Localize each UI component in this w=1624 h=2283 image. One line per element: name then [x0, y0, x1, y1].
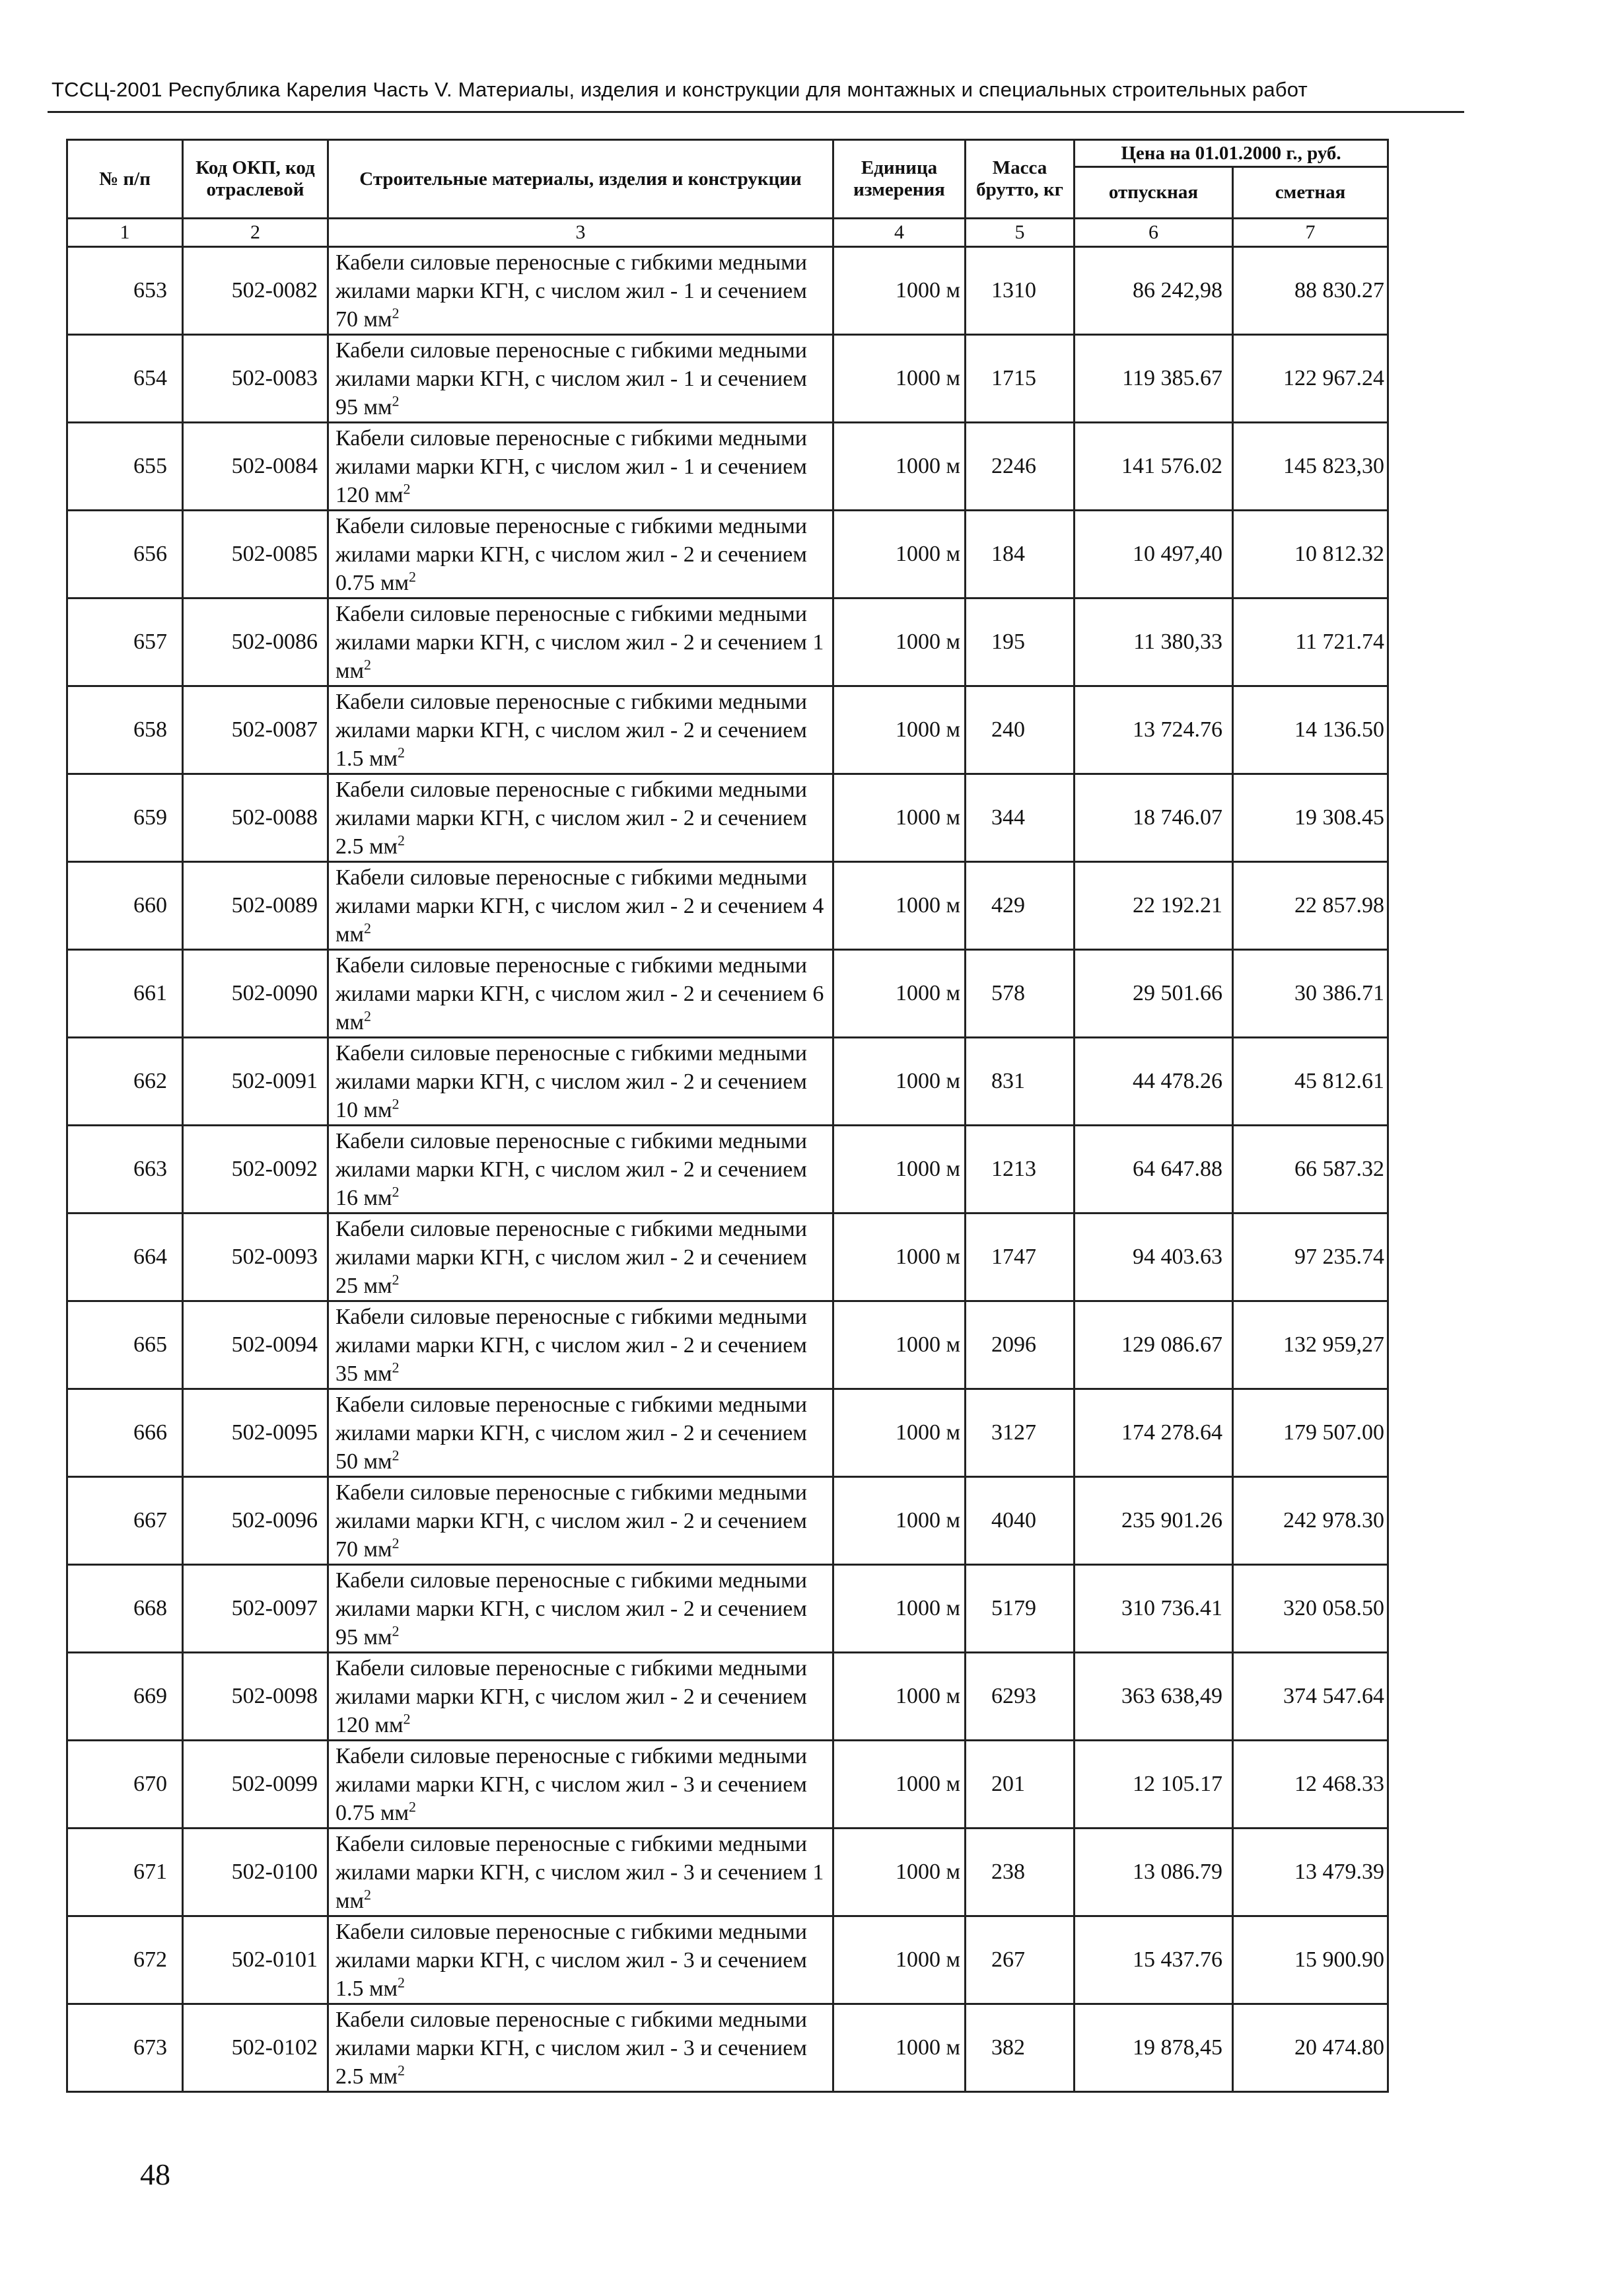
square-superscript: 2 [398, 1974, 406, 1991]
mass-cell: 6293 [966, 1653, 1075, 1741]
square-superscript: 2 [392, 305, 400, 322]
row-number: 673 [67, 2004, 183, 2092]
table-row [67, 862, 1388, 950]
unit-cell: 1000 м [833, 1916, 966, 2004]
estimate-price-cell: 19 308.45 [1233, 774, 1388, 862]
table-row [67, 511, 1388, 598]
header-price-estimate: сметная [1233, 167, 1388, 219]
unit-cell: 1000 м [833, 247, 966, 335]
mass-cell: 344 [966, 774, 1075, 862]
column-numbers-row [67, 219, 1388, 247]
okp-code: 502-0090 [183, 950, 328, 1038]
description-text: Кабели силовые переносные с гибкими медными жилами марки КГН, с числом жил - 3 и сечением 1 мм [335, 1831, 824, 1913]
header-price-group: Цена на 01.01.2000 г., руб. [1075, 140, 1388, 167]
release-price-cell: 64 647.88 [1075, 1126, 1233, 1214]
table-row [67, 1916, 1388, 2004]
unit-cell: 1000 м [833, 598, 966, 686]
description-text: Кабели силовые переносные с гибкими медными жилами марки КГН, с числом жил - 2 и сечением 16 мм [335, 1128, 807, 1210]
square-superscript: 2 [409, 568, 417, 585]
square-superscript: 2 [392, 1622, 400, 1640]
table-row [67, 1126, 1388, 1214]
unit-cell: 1000 м [833, 1126, 966, 1214]
unit-cell: 1000 м [833, 1829, 966, 1916]
mass-cell: 240 [966, 686, 1075, 774]
header-unit: Единица измерения [833, 140, 966, 219]
estimate-price-cell: 145 823,30 [1233, 423, 1388, 511]
square-superscript: 2 [364, 1007, 372, 1025]
material-description [328, 2004, 833, 2092]
document-header: ТССЦ-2001 Республика Карелия Часть V. Материалы, изделия и конструкции для монтажных и специальных строительных работ [52, 78, 1308, 101]
release-price-cell: 86 242,98 [1075, 247, 1233, 335]
release-price-cell: 141 576.02 [1075, 423, 1233, 511]
mass-cell: 831 [966, 1038, 1075, 1126]
estimate-price-cell: 122 967.24 [1233, 335, 1388, 423]
row-number: 667 [67, 1477, 183, 1565]
description-text: Кабели силовые переносные с гибкими медными жилами марки КГН, с числом жил - 2 и сечением 10 мм [335, 1040, 807, 1122]
description-text: Кабели силовые переносные с гибкими медными жилами марки КГН, с числом жил - 2 и сечением 35 мм [335, 1304, 807, 1386]
release-price-cell: 13 724.76 [1075, 686, 1233, 774]
material-description [328, 511, 833, 598]
square-superscript: 2 [403, 480, 411, 497]
column-number: 2 [183, 219, 328, 247]
unit-cell: 1000 м [833, 335, 966, 423]
mass-cell: 1747 [966, 1214, 1075, 1301]
material-description [328, 423, 833, 511]
release-price-cell: 22 192.21 [1075, 862, 1233, 950]
table-row [67, 423, 1388, 511]
table-row [67, 335, 1388, 423]
unit-cell: 1000 м [833, 1477, 966, 1565]
material-description [328, 1126, 833, 1214]
square-superscript: 2 [392, 1271, 400, 1288]
row-number: 672 [67, 1916, 183, 2004]
row-number: 657 [67, 598, 183, 686]
unit-cell: 1000 м [833, 862, 966, 950]
table-row [67, 2004, 1388, 2092]
header-code: Код ОКП, код отраслевой [183, 140, 328, 219]
release-price-cell: 18 746.07 [1075, 774, 1233, 862]
row-number: 658 [67, 686, 183, 774]
unit-cell: 1000 м [833, 1301, 966, 1389]
unit-cell: 1000 м [833, 774, 966, 862]
material-description [328, 1916, 833, 2004]
material-description [328, 1038, 833, 1126]
estimate-price-cell: 374 547.64 [1233, 1653, 1388, 1741]
mass-cell: 1715 [966, 335, 1075, 423]
row-number: 659 [67, 774, 183, 862]
description-text: Кабели силовые переносные с гибкими медными жилами марки КГН, с числом жил - 3 и сечением 2.5 мм [335, 2007, 807, 2089]
mass-cell: 1310 [966, 247, 1075, 335]
mass-cell: 429 [966, 862, 1075, 950]
material-description [328, 335, 833, 423]
square-superscript: 2 [403, 1710, 411, 1727]
header-num: № п/п [67, 140, 183, 219]
table-row [67, 247, 1388, 335]
mass-cell: 2096 [966, 1301, 1075, 1389]
estimate-price-cell: 132 959,27 [1233, 1301, 1388, 1389]
unit-cell: 1000 м [833, 423, 966, 511]
unit-cell: 1000 м [833, 1389, 966, 1477]
mass-cell: 195 [966, 598, 1075, 686]
release-price-cell: 235 901.26 [1075, 1477, 1233, 1565]
mass-cell: 382 [966, 2004, 1075, 2092]
material-description [328, 1565, 833, 1653]
material-description [328, 1389, 833, 1477]
estimate-price-cell: 13 479.39 [1233, 1829, 1388, 1916]
column-number: 6 [1075, 219, 1233, 247]
mass-cell: 238 [966, 1829, 1075, 1916]
release-price-cell: 363 638,49 [1075, 1653, 1233, 1741]
description-text: Кабели силовые переносные с гибкими медными жилами марки КГН, с числом жил - 1 и сечением 70 мм [335, 250, 807, 332]
row-number: 660 [67, 862, 183, 950]
table-row [67, 1829, 1388, 1916]
column-number: 3 [328, 219, 833, 247]
material-description [328, 1477, 833, 1565]
header-rule [48, 111, 1464, 113]
table-row [67, 598, 1388, 686]
header-material: Строительные материалы, изделия и конструкции [328, 140, 833, 219]
description-text: Кабели силовые переносные с гибкими медными жилами марки КГН, с числом жил - 3 и сечением 1.5 мм [335, 1919, 807, 2001]
table-row [67, 950, 1388, 1038]
description-text: Кабели силовые переносные с гибкими медными жилами марки КГН, с числом жил - 2 и сечением 6 мм [335, 953, 824, 1034]
okp-code: 502-0087 [183, 686, 328, 774]
square-superscript: 2 [392, 1095, 400, 1112]
square-superscript: 2 [398, 832, 406, 849]
material-description [328, 1214, 833, 1301]
description-text: Кабели силовые переносные с гибкими медными жилами марки КГН, с числом жил - 2 и сечением 95 мм [335, 1568, 807, 1649]
mass-cell: 5179 [966, 1565, 1075, 1653]
mass-cell: 4040 [966, 1477, 1075, 1565]
estimate-price-cell: 14 136.50 [1233, 686, 1388, 774]
description-text: Кабели силовые переносные с гибкими медными жилами марки КГН, с числом жил - 2 и сечением 4 мм [335, 865, 824, 947]
row-number: 663 [67, 1126, 183, 1214]
release-price-cell: 19 878,45 [1075, 2004, 1233, 2092]
table-row [67, 1038, 1388, 1126]
okp-code: 502-0094 [183, 1301, 328, 1389]
unit-cell: 1000 м [833, 1741, 966, 1829]
description-text: Кабели силовые переносные с гибкими медными жилами марки КГН, с числом жил - 2 и сечением 1 мм [335, 601, 824, 683]
okp-code: 502-0083 [183, 335, 328, 423]
mass-cell: 184 [966, 511, 1075, 598]
row-number: 668 [67, 1565, 183, 1653]
table-body [67, 247, 1388, 2092]
release-price-cell: 29 501.66 [1075, 950, 1233, 1038]
square-superscript: 2 [392, 1183, 400, 1200]
estimate-price-cell: 11 721.74 [1233, 598, 1388, 686]
unit-cell: 1000 м [833, 1653, 966, 1741]
row-number: 670 [67, 1741, 183, 1829]
row-number: 669 [67, 1653, 183, 1741]
row-number: 665 [67, 1301, 183, 1389]
okp-code: 502-0092 [183, 1126, 328, 1214]
estimate-price-cell: 22 857.98 [1233, 862, 1388, 950]
estimate-price-cell: 20 474.80 [1233, 2004, 1388, 2092]
material-description [328, 598, 833, 686]
material-description [328, 686, 833, 774]
okp-code: 502-0085 [183, 511, 328, 598]
description-text: Кабели силовые переносные с гибкими медными жилами марки КГН, с числом жил - 2 и сечением 0.75 мм [335, 513, 807, 595]
release-price-cell: 12 105.17 [1075, 1741, 1233, 1829]
table-row [67, 1741, 1388, 1829]
material-description [328, 1829, 833, 1916]
square-superscript: 2 [392, 392, 400, 410]
okp-code: 502-0098 [183, 1653, 328, 1741]
material-description [328, 1301, 833, 1389]
table-row [67, 774, 1388, 862]
mass-cell: 201 [966, 1741, 1075, 1829]
estimate-price-cell: 45 812.61 [1233, 1038, 1388, 1126]
row-number: 666 [67, 1389, 183, 1477]
estimate-price-cell: 179 507.00 [1233, 1389, 1388, 1477]
okp-code: 502-0099 [183, 1741, 328, 1829]
square-superscript: 2 [392, 1447, 400, 1464]
row-number: 661 [67, 950, 183, 1038]
release-price-cell: 10 497,40 [1075, 511, 1233, 598]
unit-cell: 1000 м [833, 950, 966, 1038]
okp-code: 502-0082 [183, 247, 328, 335]
row-number: 671 [67, 1829, 183, 1916]
mass-cell: 267 [966, 1916, 1075, 2004]
okp-code: 502-0101 [183, 1916, 328, 2004]
square-superscript: 2 [392, 1535, 400, 1552]
okp-code: 502-0100 [183, 1829, 328, 1916]
release-price-cell: 174 278.64 [1075, 1389, 1233, 1477]
header-mass: Масса брутто, кг [966, 140, 1075, 219]
square-superscript: 2 [364, 1886, 372, 1903]
estimate-price-cell: 10 812.32 [1233, 511, 1388, 598]
estimate-price-cell: 320 058.50 [1233, 1565, 1388, 1653]
release-price-cell: 119 385.67 [1075, 335, 1233, 423]
estimate-price-cell: 88 830.27 [1233, 247, 1388, 335]
estimate-price-cell: 12 468.33 [1233, 1741, 1388, 1829]
release-price-cell: 44 478.26 [1075, 1038, 1233, 1126]
estimate-price-cell: 66 587.32 [1233, 1126, 1388, 1214]
table-row [67, 1301, 1388, 1389]
column-number: 7 [1233, 219, 1388, 247]
row-number: 662 [67, 1038, 183, 1126]
description-text: Кабели силовые переносные с гибкими медными жилами марки КГН, с числом жил - 2 и сечением 50 мм [335, 1392, 807, 1474]
okp-code: 502-0093 [183, 1214, 328, 1301]
material-description [328, 1741, 833, 1829]
okp-code: 502-0086 [183, 598, 328, 686]
okp-code: 502-0097 [183, 1565, 328, 1653]
estimate-price-cell: 15 900.90 [1233, 1916, 1388, 2004]
release-price-cell: 94 403.63 [1075, 1214, 1233, 1301]
unit-cell: 1000 м [833, 1038, 966, 1126]
row-number: 655 [67, 423, 183, 511]
column-number: 5 [966, 219, 1075, 247]
column-number: 1 [67, 219, 183, 247]
material-description [328, 774, 833, 862]
materials-table [66, 139, 1389, 2093]
mass-cell: 3127 [966, 1389, 1075, 1477]
description-text: Кабели силовые переносные с гибкими медными жилами марки КГН, с числом жил - 3 и сечением 0.75 мм [335, 1743, 807, 1825]
unit-cell: 1000 м [833, 1565, 966, 1653]
description-text: Кабели силовые переносные с гибкими медными жилами марки КГН, с числом жил - 2 и сечением 70 мм [335, 1480, 807, 1562]
table-row [67, 1565, 1388, 1653]
page-number: 48 [140, 2157, 170, 2191]
row-number: 653 [67, 247, 183, 335]
okp-code: 502-0102 [183, 2004, 328, 2092]
square-superscript: 2 [398, 2062, 406, 2079]
table-row [67, 1214, 1388, 1301]
okp-code: 502-0089 [183, 862, 328, 950]
okp-code: 502-0084 [183, 423, 328, 511]
release-price-cell: 15 437.76 [1075, 1916, 1233, 2004]
okp-code: 502-0091 [183, 1038, 328, 1126]
release-price-cell: 11 380,33 [1075, 598, 1233, 686]
mass-cell: 1213 [966, 1126, 1075, 1214]
table-row [67, 686, 1388, 774]
release-price-cell: 13 086.79 [1075, 1829, 1233, 1916]
unit-cell: 1000 м [833, 686, 966, 774]
material-description [328, 950, 833, 1038]
square-superscript: 2 [364, 920, 372, 937]
row-number: 664 [67, 1214, 183, 1301]
square-superscript: 2 [392, 1359, 400, 1376]
estimate-price-cell: 242 978.30 [1233, 1477, 1388, 1565]
unit-cell: 1000 м [833, 1214, 966, 1301]
table-row [67, 1389, 1388, 1477]
material-description [328, 862, 833, 950]
description-text: Кабели силовые переносные с гибкими медными жилами марки КГН, с числом жил - 2 и сечением 120 мм [335, 1655, 807, 1737]
release-price-cell: 129 086.67 [1075, 1301, 1233, 1389]
square-superscript: 2 [409, 1798, 417, 1815]
table-row [67, 1653, 1388, 1741]
square-superscript: 2 [364, 656, 372, 673]
unit-cell: 1000 м [833, 511, 966, 598]
row-number: 654 [67, 335, 183, 423]
release-price-cell: 310 736.41 [1075, 1565, 1233, 1653]
description-text: Кабели силовые переносные с гибкими медными жилами марки КГН, с числом жил - 1 и сечением 120 мм [335, 425, 807, 507]
material-description [328, 1653, 833, 1741]
material-description [328, 247, 833, 335]
column-number: 4 [833, 219, 966, 247]
description-text: Кабели силовые переносные с гибкими медными жилами марки КГН, с числом жил - 1 и сечением 95 мм [335, 338, 807, 419]
mass-cell: 578 [966, 950, 1075, 1038]
description-text: Кабели силовые переносные с гибкими медными жилами марки КГН, с числом жил - 2 и сечением 1.5 мм [335, 689, 807, 771]
square-superscript: 2 [398, 744, 406, 761]
mass-cell: 2246 [966, 423, 1075, 511]
header-price-release: отпускная [1075, 167, 1233, 219]
estimate-price-cell: 30 386.71 [1233, 950, 1388, 1038]
okp-code: 502-0088 [183, 774, 328, 862]
description-text: Кабели силовые переносные с гибкими медными жилами марки КГН, с числом жил - 2 и сечением 2.5 мм [335, 777, 807, 859]
table-row [67, 1477, 1388, 1565]
okp-code: 502-0096 [183, 1477, 328, 1565]
okp-code: 502-0095 [183, 1389, 328, 1477]
estimate-price-cell: 97 235.74 [1233, 1214, 1388, 1301]
row-number: 656 [67, 511, 183, 598]
description-text: Кабели силовые переносные с гибкими медными жилами марки КГН, с числом жил - 2 и сечением 25 мм [335, 1216, 807, 1298]
unit-cell: 1000 м [833, 2004, 966, 2092]
